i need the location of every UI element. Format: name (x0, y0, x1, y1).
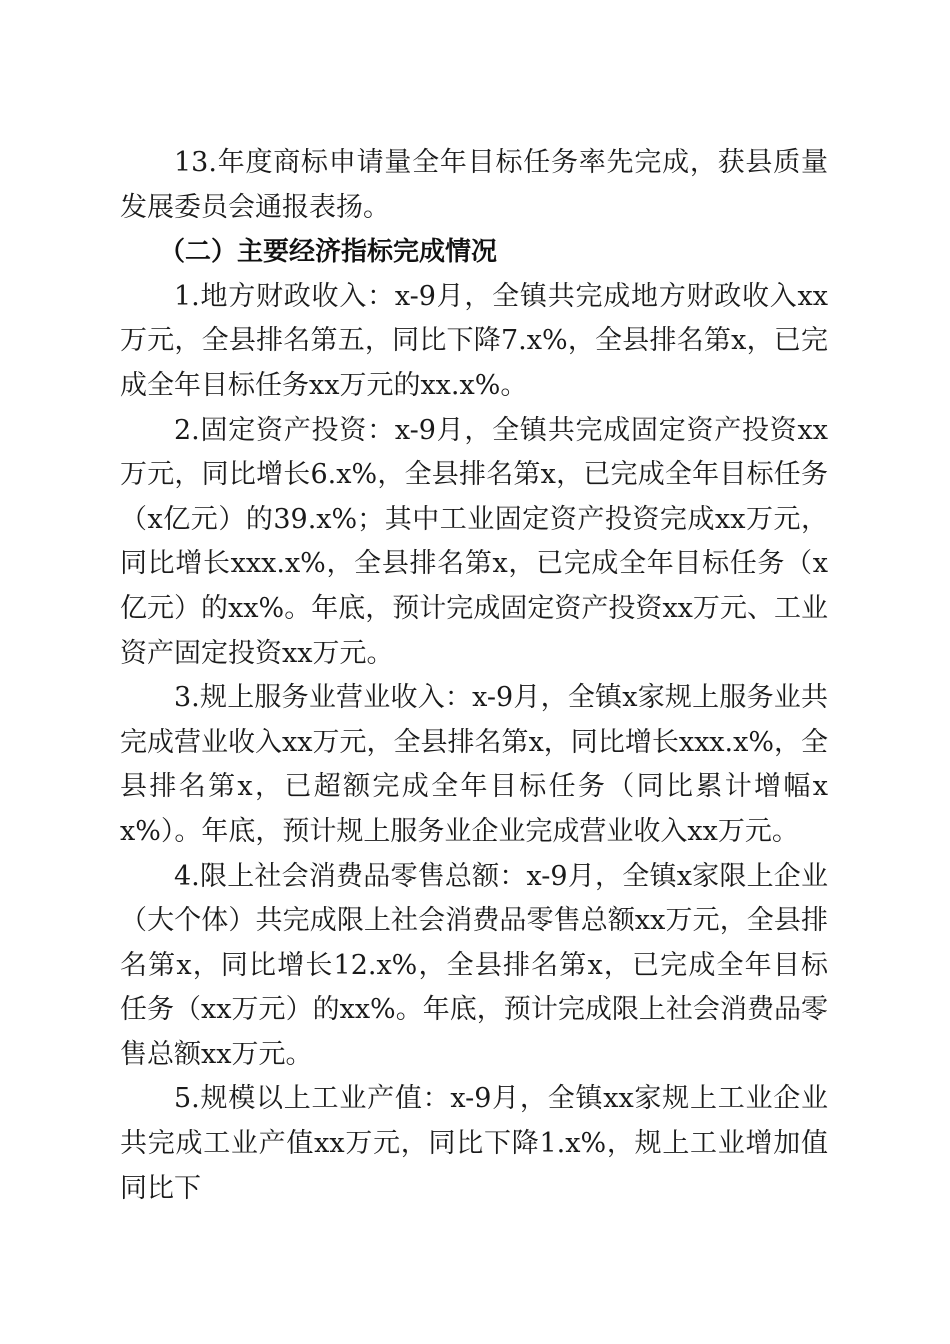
paragraph-retail-sales: 4.限上社会消费品零售总额：x-9月，全镇x家限上企业（大个体）共完成限上社会消费品零售总额xx万元，全县排名第x，同比增长12.x%，全县排名第x，已完成全年目标任务（xx万元）的xx%。年底，预计完成限上社会消费品零售总额xx万元。 (120, 860, 828, 1070)
paragraph-industrial-output: 5.规模以上工业产值：x-9月，全镇xx家规上工业企业共完成工业产值xx万元，同比下降1.x%，规上工业增加值同比下 (120, 1083, 828, 1204)
paragraph-fixed-asset-investment: 2.固定资产投资：x-9月，全镇共完成固定资产投资xx万元，同比增长6.x%，全县排名第x，已完成全年目标任务（x亿元）的39.x%；其中工业固定资产投资完成xx万元，同比增长xxx.x%，全县排名第x，已完成全年目标任务（x亿元）的xx%。年底，预计完成固定资产投资xx万元、工业资产固定投资xx万元。 (120, 414, 828, 669)
paragraph-service-industry-revenue: 3.规上服务业营业收入：x-9月，全镇x家规上服务业共完成营业收入xx万元，全县排名第x，同比增长xxx.x%，全县排名第x，已超额完成全年目标任务（同比累计增幅xx%）。年底，预计规上服务业企业完成营业收入xx万元。 (120, 682, 828, 847)
paragraph-item-13: 13.年度商标申请量全年目标任务率先完成，获县质量发展委员会通报表扬。 (120, 147, 828, 223)
paragraph-local-fiscal-revenue: 1.地方财政收入：x-9月，全镇共完成地方财政收入xx万元，全县排名第五，同比下降7.x%，全县排名第x，已完成全年目标任务xx万元的xx.x%。 (120, 280, 828, 401)
section-heading-economic-indicators: （二）主要经济指标完成情况 (159, 237, 498, 268)
document-body (120, 141, 828, 1211)
